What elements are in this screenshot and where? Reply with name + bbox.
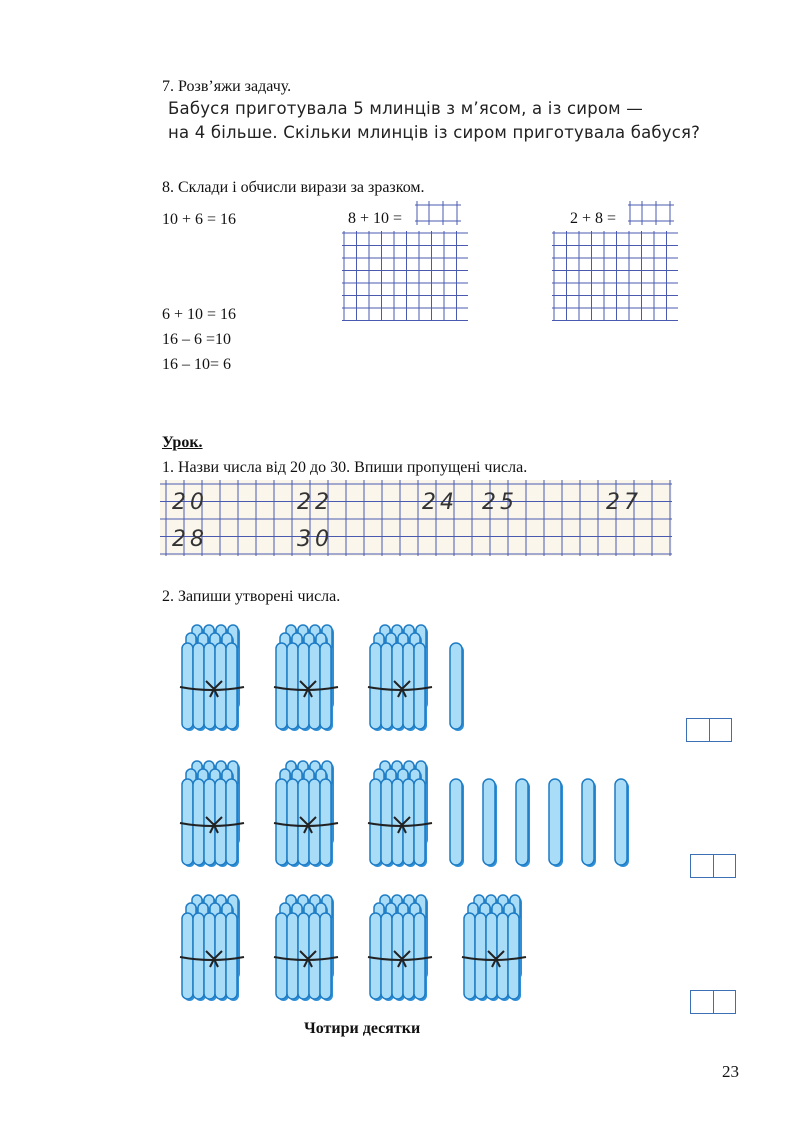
bundle-of-ten [274, 895, 338, 1001]
number-28: 28 [172, 527, 208, 552]
single-stick [549, 779, 563, 867]
number-22: 22 [297, 490, 333, 515]
task8-sample-expression: 10 + 6 = 16 [162, 211, 237, 228]
answer-box-2[interactable] [690, 854, 736, 878]
task8-expression-1: 8 + 10 = [348, 210, 403, 227]
bundle-of-ten [180, 625, 244, 731]
single-stick [450, 643, 464, 731]
bundle-of-ten [180, 761, 244, 867]
single-stick [450, 779, 464, 867]
number-20: 20 [172, 490, 208, 515]
task2-heading: 2. Запиши утворені числа. [162, 588, 341, 605]
page-number: 23 [722, 1062, 739, 1081]
bundle-of-ten [274, 625, 338, 731]
answer-cells-1[interactable] [413, 201, 463, 227]
lesson-title: Урок. [162, 434, 203, 451]
bundle-of-ten [274, 761, 338, 867]
answer-box-3[interactable] [690, 990, 736, 1014]
single-stick [615, 779, 629, 867]
task7-problem-line1: Бабуся приготувала 5 млинців з м’ясом, а із сиром — [168, 99, 643, 118]
number-27: 27 [606, 490, 642, 515]
task8-expression-2: 2 + 8 = [570, 210, 617, 227]
answer-box-1[interactable] [686, 718, 732, 742]
number-24: 24 [422, 490, 458, 515]
derived-expression-1: 6 + 10 = 16 [162, 306, 237, 323]
number-notebook-strip [160, 480, 672, 556]
lesson-task1-heading: 1. Назви числа від 20 до 30. Впиши пропущені числа. [162, 459, 528, 476]
sticks-illustration [170, 615, 650, 1015]
number-30: 30 [297, 527, 333, 552]
single-stick [582, 779, 596, 867]
work-grid-1[interactable] [342, 231, 470, 323]
work-grid-2[interactable] [552, 231, 680, 323]
derived-expression-2: 16 – 6 =10 [162, 331, 232, 348]
task7-problem-line2: на 4 більше. Скільки млинців із сиром приготувала бабуся? [168, 123, 701, 142]
bundle-of-ten [180, 895, 244, 1001]
bundle-of-ten [368, 761, 432, 867]
answer-cells-2[interactable] [626, 201, 676, 227]
task7-heading: 7. Розв’яжи задачу. [162, 78, 292, 95]
task8-heading: 8. Склади і обчисли вирази за зразком. [162, 179, 425, 196]
bundle-of-ten [462, 895, 526, 1001]
single-stick [483, 779, 497, 867]
number-25: 25 [482, 490, 518, 515]
task2-caption: Чотири десятки [304, 1020, 421, 1037]
single-stick [516, 779, 530, 867]
bundle-of-ten [368, 895, 432, 1001]
bundle-of-ten [368, 625, 432, 731]
derived-expression-3: 16 – 10= 6 [162, 356, 232, 373]
